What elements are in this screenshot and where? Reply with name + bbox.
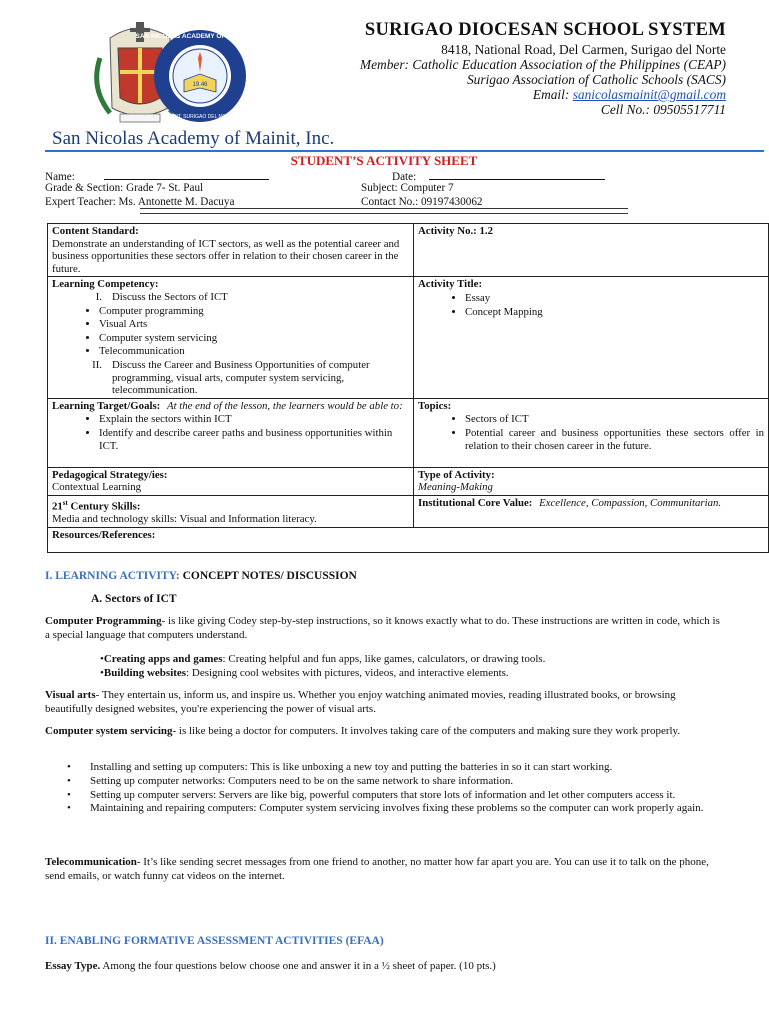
core-value-label: Institutional Core Value: <box>418 496 533 509</box>
servicing-list-container <box>45 761 725 816</box>
academy-name: San Nicolas Academy of Mainit, Inc. <box>52 128 335 149</box>
lesson-info-table <box>47 223 769 553</box>
competency-i-text: Discuss the Sectors of ICT <box>112 290 228 303</box>
sheet-title: STUDENT’S ACTIVITY SHEET <box>290 153 478 168</box>
competency-label: Learning Competency: <box>52 278 159 291</box>
activity-title-label: Activity Title: <box>418 278 483 291</box>
strategy-label: Pedagogical Strategy/ies: <box>52 468 168 481</box>
diocesan-seal-and-academy-logo <box>80 18 265 130</box>
roman-numeral: I. <box>95 290 102 303</box>
learning-competency-cell <box>48 277 414 398</box>
century-skills-cell <box>48 495 414 527</box>
list-item: • Computer programming <box>99 305 409 318</box>
email-line <box>533 87 726 103</box>
skills-label: 21st Century Skills: <box>52 498 141 513</box>
membership-line: Member: Catholic Education Association of the Philippines (CEAP) <box>359 57 726 72</box>
list-item: • Essay <box>465 292 764 305</box>
topics-label: Topics: <box>418 399 452 412</box>
activity-title-list <box>418 292 764 318</box>
grade-section: Grade & Section: Grade 7- St. Paul <box>45 182 204 194</box>
table-row <box>48 277 769 398</box>
date-blank[interactable] <box>429 169 605 180</box>
term: Telecommunication <box>45 856 137 868</box>
contact-number: Contact No.: 09197430062 <box>361 196 483 208</box>
list-item: • Setting up computer servers: Servers are like big, powerful computers that store lots of information and let other computers access it. <box>45 789 725 803</box>
telecommunication-paragraph <box>45 855 725 883</box>
type-label: Type of Activity: <box>418 468 495 481</box>
double-rule-divider <box>140 208 628 214</box>
email-link[interactable]: sanicolasmainit@gmail.com <box>572 87 726 102</box>
competency-ii-text: Discuss the Career and Business Opportunities of computer programming, visual arts, computer system servicing, telecommunication. <box>112 358 370 397</box>
visual-arts-paragraph <box>45 688 725 716</box>
name-field <box>45 169 269 183</box>
computer-programming-paragraph <box>45 614 725 642</box>
section-2-heading: II. ENABLING FORMATIVE ASSESSMENT ACTIVITIES (EFAA) <box>45 935 384 947</box>
competency-list <box>52 305 409 358</box>
apps-list <box>100 652 740 680</box>
target-label: Learning Target/Goals: <box>52 399 161 412</box>
resources-cell <box>48 527 769 552</box>
topics-list <box>418 413 764 452</box>
list-item: • Visual Arts <box>99 318 409 331</box>
subject: Subject: Computer 7 <box>361 182 454 194</box>
definition: - is like giving Codey step-by-step instructions, so it knows exactly what to do. These instructions are written in code, which is a special language that computers understand. <box>45 615 720 641</box>
table-row <box>48 495 769 527</box>
table-row <box>48 527 769 552</box>
term: Visual arts <box>45 689 96 701</box>
subsection-a-heading: A. Sectors of ICT <box>91 593 177 605</box>
logo-years: 19 46 <box>192 82 208 88</box>
essay-label: Essay Type. <box>45 960 101 972</box>
date-field <box>392 169 605 183</box>
competency-i <box>52 291 409 304</box>
core-value-text: Excellence, Compassion, Communitarian. <box>539 496 722 509</box>
strategy-value: Contextual Learning <box>52 481 142 494</box>
essay-type-instructions <box>45 959 725 973</box>
target-intro: At the end of the lesson, the learners would be able to: <box>166 399 403 412</box>
learning-target-cell <box>48 398 414 467</box>
logo-ring-text: SAN NICOLAS ACADEMY OF MAINIT INC. <box>135 33 265 40</box>
table-row <box>48 398 769 467</box>
name-blank[interactable] <box>104 169 269 180</box>
section-1-title: CONCEPT NOTES/ DISCUSSION <box>182 570 357 582</box>
list-item: • Concept Mapping <box>465 306 764 319</box>
date-label: Date: <box>392 171 417 183</box>
topics-cell <box>414 398 769 467</box>
target-list <box>52 413 409 452</box>
computer-system-servicing-paragraph <box>45 724 725 738</box>
list-item: • Telecommunication <box>99 345 409 358</box>
list-item: • Creating apps and games: Creating helpful and fun apps, like games, calculators, or drawing tools. <box>100 652 740 666</box>
competency-ii <box>52 359 409 397</box>
apps-list-container <box>100 652 740 680</box>
header-divider <box>45 150 764 152</box>
list-item: • Explain the sectors within ICT <box>99 413 409 426</box>
content-standard-cell <box>48 224 414 277</box>
name-label: Name: <box>45 171 75 183</box>
pedagogical-strategy-cell <box>48 467 414 495</box>
definition: - It’s like sending secret messages from one friend to another, no matter how far apart you are. You can use it to talk on the phone, send emails, or watch funny cat videos on the internet. <box>45 856 709 882</box>
essay-text: Among the four questions below choose one and answer it in a ½ sheet of paper. (10 pts.) <box>100 960 496 972</box>
roman-numeral: II. <box>92 358 102 371</box>
term: Computer system servicing <box>45 725 173 737</box>
cell-number: Cell No.: 09505517711 <box>600 102 726 117</box>
definition: - is like being a doctor for computers. It involves taking care of the computers and making sure they work properly. <box>172 725 681 737</box>
term: Computer Programming <box>45 615 162 627</box>
list-item: • Computer system servicing <box>99 332 409 345</box>
list-item: • Building websites: Designing cool websites with pictures, videos, and interactive elements. <box>100 666 740 680</box>
activity-title-cell <box>414 277 769 398</box>
expert-teacher: Expert Teacher: Ms. Antonette M. Dacuya <box>45 196 235 208</box>
activity-number: Activity No.: 1.2 <box>418 225 493 237</box>
resources-label: Resources/References: <box>52 528 156 541</box>
section-1-label: I. LEARNING ACTIVITY: <box>45 570 180 582</box>
activity-no-cell <box>414 224 769 277</box>
email-label: Email: <box>532 87 570 102</box>
servicing-list <box>45 761 725 816</box>
definition: - They entertain us, inform us, and inspire us. Whether you enjoy watching animated movies, reading illustrated books, or browsing beautifully designed websites, you're experiencing the power of visual arts. <box>45 689 676 715</box>
section-1-heading <box>45 570 357 582</box>
school-address: 8418, National Road, Del Carmen, Surigao del Norte <box>441 42 726 57</box>
content-standard-label: Content Standard: <box>52 225 139 237</box>
list-item: • Potential career and business opportunities these sectors offer in relation to their chosen career in the future. <box>465 427 764 452</box>
list-item: • Installing and setting up computers: This is like unboxing a new toy and putting the batteries in so it can start working. <box>45 761 725 775</box>
type-of-activity-cell <box>414 467 769 495</box>
list-item: • Maintaining and repairing computers: Computer system servicing involves fixing these problems so the computer can work properly again. <box>45 802 725 816</box>
school-system-title: SURIGAO DIOCESAN SCHOOL SYSTEM <box>364 20 726 40</box>
type-value: Meaning-Making <box>418 481 493 494</box>
table-row <box>48 224 769 277</box>
logo-ring-bottom-text: MAINIT, SURIGAO DEL NORTE <box>164 114 236 120</box>
content-standard-text: Demonstrate an understanding of ICT sectors, as well as the potential career and business opportunities these sectors offer in relation to their chosen career in the future. <box>52 237 400 275</box>
list-item: • Setting up computer networks: Computers need to be on the same network to share information. <box>45 775 725 789</box>
skills-value: Media and technology skills: Visual and Information literacy. <box>52 513 317 526</box>
table-row <box>48 467 769 495</box>
association-line: Surigao Association of Catholic Schools (SACS) <box>466 72 726 87</box>
list-item: • Identify and describe career paths and business opportunities within ICT. <box>99 427 409 452</box>
core-value-cell <box>414 495 769 527</box>
list-item: • Sectors of ICT <box>465 413 764 426</box>
